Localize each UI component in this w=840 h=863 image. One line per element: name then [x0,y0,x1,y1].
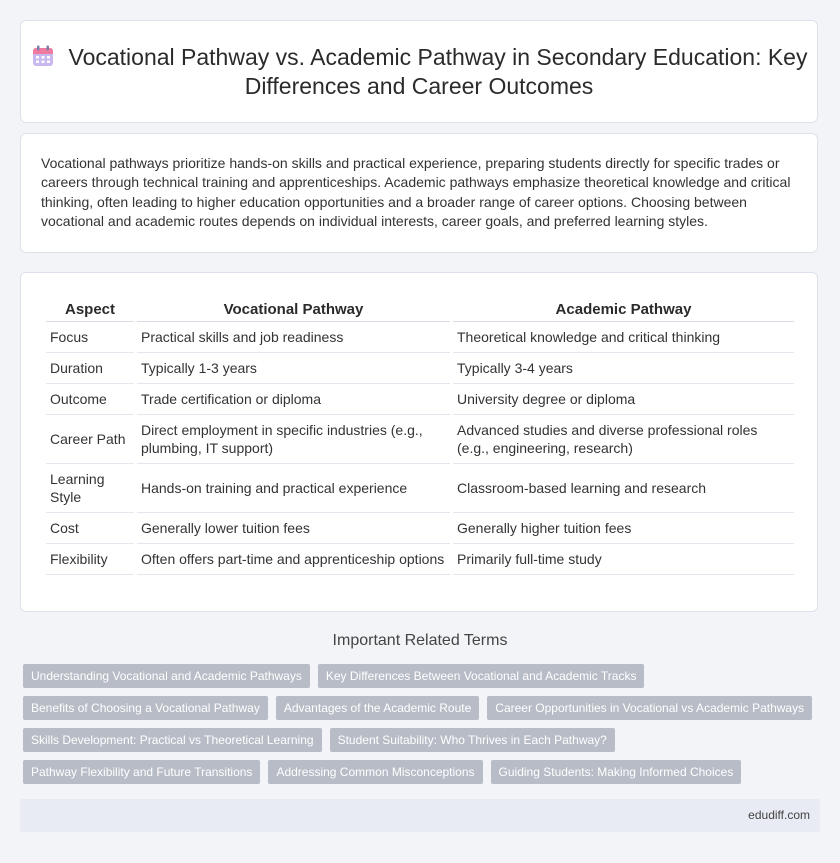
column-header-vocational: Vocational Pathway [137,295,450,322]
column-header-academic: Academic Pathway [453,295,794,322]
column-header-aspect: Aspect [46,295,134,322]
related-term-tag[interactable]: Pathway Flexibility and Future Transitions [23,760,260,784]
table-cell-vocational: Trade certification or diploma [137,384,450,415]
table-cell-vocational: Often offers part-time and apprenticeship options [137,544,450,575]
related-term-tag[interactable]: Advantages of the Academic Route [276,696,479,720]
table-cell-academic: Theoretical knowledge and critical thinking [453,322,794,353]
footer-brand[interactable]: edudiff.com [748,808,810,822]
table-cell-aspect: Outcome [46,384,134,415]
table-cell-vocational: Practical skills and job readiness [137,322,450,353]
table-cell-academic: Advanced studies and diverse professional roles (e.g., engineering, research) [453,415,794,464]
related-term-tag[interactable]: Student Suitability: Who Thrives in Each Pathway? [330,728,615,752]
table-header-row [46,295,794,322]
related-term-tag[interactable]: Addressing Common Misconceptions [268,760,482,784]
related-term-tag[interactable]: Guiding Students: Making Informed Choices [491,760,742,784]
table-row [46,513,794,544]
related-term-tag[interactable]: Benefits of Choosing a Vocational Pathway [23,696,268,720]
related-terms-title: Important Related Terms [332,632,508,649]
table-cell-aspect: Flexibility [46,544,134,575]
table-row [46,353,794,384]
table-cell-academic: Typically 3-4 years [453,353,794,384]
table-cell-vocational: Hands-on training and practical experience [137,464,450,513]
related-term-tag[interactable]: Understanding Vocational and Academic Pathways [23,664,310,688]
related-term-tag[interactable]: Skills Development: Practical vs Theoretical Learning [23,728,322,752]
table-cell-aspect: Learning Style [46,464,134,513]
table-cell-vocational: Typically 1-3 years [137,353,450,384]
related-term-tag[interactable]: Career Opportunities in Vocational vs Academic Pathways [487,696,812,720]
table-row [46,415,794,464]
table-cell-academic: Generally higher tuition fees [453,513,794,544]
table-cell-vocational: Direct employment in specific industries (e.g., plumbing, IT support) [137,415,450,464]
table-cell-aspect: Cost [46,513,134,544]
footer [20,799,820,832]
table-row [46,544,794,575]
tag-row [23,664,823,688]
table-row [46,322,794,353]
page-title [21,43,817,101]
intro-card [20,133,818,253]
table-cell-academic: Classroom-based learning and research [453,464,794,513]
table-row [46,384,794,415]
table-cell-vocational: Generally lower tuition fees [137,513,450,544]
table-cell-academic: University degree or diploma [453,384,794,415]
calendar-icon [31,44,55,68]
table-row [46,464,794,513]
comparison-card [20,272,818,612]
comparison-table [43,295,797,575]
header-card [20,20,818,123]
related-term-tag[interactable]: Key Differences Between Vocational and Academic Tracks [318,664,645,688]
page-title-text: Vocational Pathway vs. Academic Pathway in Secondary Education: Key Differences and Career Outcomes [68,44,808,99]
table-cell-academic: Primarily full-time study [453,544,794,575]
table-cell-aspect: Focus [46,322,134,353]
tag-row [23,760,823,784]
table-cell-aspect: Career Path [46,415,134,464]
tag-row [23,728,823,752]
table-cell-aspect: Duration [46,353,134,384]
tag-row [23,696,823,720]
related-terms-list [23,664,823,792]
intro-text: Vocational pathways prioritize hands-on skills and practical experience, preparing students directly for specific trades or careers through technical training and apprenticeships. Academic pathways emphasize theoretical knowledge and critical thinking, often leading to higher education opportunities and a broader range of career options. Choosing between vocational and academic routes depends on individual interests, career goals, and preferred learning styles. [41,155,791,229]
